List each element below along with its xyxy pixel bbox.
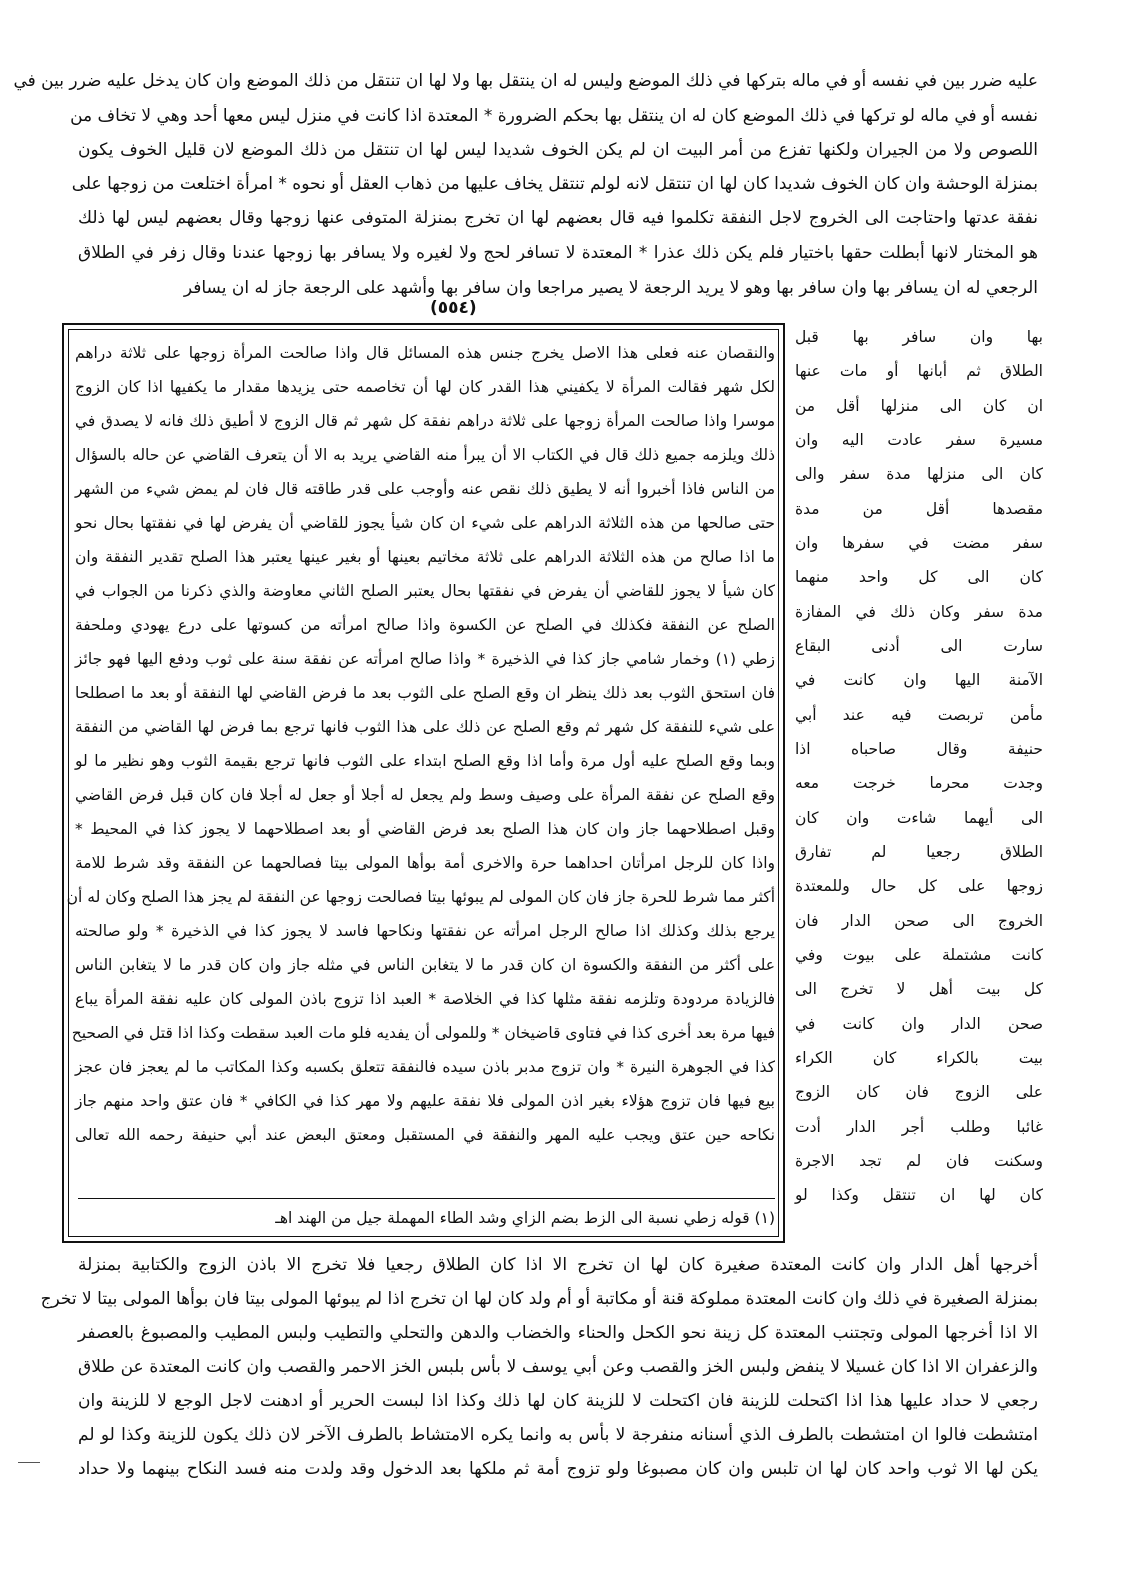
text-line: زطي (١) وخمار شامي جاز كذا في الذخيرة * واذا صالح امرأته عن نفقة سنة على ثوب ودفع اليها فهو جائز [75, 650, 775, 668]
text-line: مسيرة سفر عادت اليه وان [795, 431, 1043, 449]
text-line: الى أيهما شاءت وان كان [795, 809, 1043, 827]
text-line: من الناس فاذا أخبروا أنه لا يطيق ذلك نقص عنه وأوجب على قدر طاقته قال فان لم يمض شيء من الشهر [75, 480, 775, 498]
text-line: وقع الصلح عن نفقة المرأة على وصيف وسط ولم يجعل له أجلا أو جعل له أجلا فان كان قبل فرض القاضي [75, 786, 775, 804]
text-line: بمنزلة الوحشة وان كان الخوف شديدا كان لها ان تنتقل لانه لولم تنتقل يخاف عليها من ذهاب العقل أو نحوه * امرأة اختلعت من زوجها على [71, 174, 1038, 194]
text-line: الطلاق رجعيا لم تفارق [795, 843, 1043, 861]
text-line: وقبل اصطلاحهما جاز وان كان هذا الصلح بعد فرض القاضي أو بعد اصطلاحهما لا يجوز كذا في المحيط * [75, 820, 775, 838]
text-line: بمنزلة الصغيرة في ذلك وان كانت المعتدة مملوكة قنة أو مكاتبة أو أم ولد كان لها ان تخرج اذا لم يبوئها المولى بيتا فان بوأها المولى بيتا لا تخرج [40, 1289, 1038, 1309]
text-line: كان الى منزلها مدة سفر والى [795, 465, 1043, 483]
text-line: بيت بالكراء كان الكراء [795, 1049, 1043, 1067]
text-line: الصلح عن النفقة فكذلك في الصلح عن الكسوة واذا صالح امرأته من كسوتها على درع يهودي وملحفة [75, 616, 775, 634]
text-line: هو المختار لانها أبطلت حقها باختيار فلم يكن ذلك عذرا * المعتدة لا تسافر لحج ولا لغيره ولا يسافر بها زوجها عندنا وقال زفر في الطلاق [78, 243, 1038, 263]
text-line: اللصوص ولا من الجيران ولكنها تفزع من أمر البيت ان لم يكن الخوف شديدا ليس لها ان تنتقل من ذلك الموضع لان قليل الخوف يكون [78, 140, 1038, 160]
text-line: لكل شهر فقالت المرأة لا يكفيني هذا القدر كان لها أن تخاصمه حتى يزيدها مقدار ما يكفيها اذا كان الزوج [75, 378, 775, 396]
text-line: ذلك ويلزمه جميع ذلك قال في الكتاب الا أن يبرأ منه القاضي يريد به الا أن يتعرف القاضي عن حاله بالسؤال [75, 446, 775, 464]
text-line: كانت مشتملة على بيوت وفي [795, 946, 1043, 964]
text-line: فان استحق الثوب بعد ذلك ينظر ان وقع الصلح على الثوب بعد ما فرض القاضي لها النفقة أو بعد ما اصطلحا [75, 684, 775, 702]
page-number: (٥٥٤) [430, 298, 477, 318]
text-line: ما اذا صالح من هذه الثلاثة الدراهم على ثلاثة مخاتيم بعينها أو بغير عينها يعتبر هذا الصلح تقدير النفقة وان [75, 548, 775, 566]
text-line: نفقة عدتها واحتاجت الى الخروج لاجل النفقة تكلموا فيه قال بعضهم لها ان تخرج بمنزلة المتوفى عنها زوجها وقال بعضهم ليس لها ذلك [78, 208, 1038, 228]
text-line: والنقصان عنه فعلى هذا الاصل يخرج جنس هذه المسائل قال واذا صالحت المرأة زوجها على ثلاثة دراهم [75, 344, 775, 362]
text-line: فيها مرة بعد أخرى كذا في فتاوى قاضيخان * وللمولى أن يفديه فلو مات العبد سقطت وكذا اذا قتل في الصحيح [71, 1024, 775, 1042]
text-line: كذا في الجوهرة النيرة * وان تزوج مدبر باذن سيده فالنفقة تتعلق بكسبه وكذا المكاتب ما لم يعجز فان عجز [75, 1058, 775, 1076]
text-line: الخروج الى صحن الدار فان [795, 912, 1043, 930]
text-line: على أكثر من النفقة والكسوة ان كان قدر ما لا يتغابن الناس في مثله جاز وان كان قدر ما لا يتغابن الناس [75, 956, 775, 974]
text-line: الا اذا أخرجها المولى وتجتنب المعتدة كل زينة نحو الكحل والحناء والخضاب والدهن والتحلي والتطيب ولبس المطيب والمصبوغ بالعصفر [78, 1323, 1038, 1343]
text-line: على الزوج فان كان الزوج [795, 1083, 1043, 1101]
text-line: الطلاق ثم أبانها أو مات عنها [795, 362, 1043, 380]
text-line: نكاحه حين عتق ويجب عليه المهر والنفقة في المستقبل ومعتق البعض عند أبي حنيفة رحمه الله تعالى [75, 1126, 775, 1144]
text-line: بيع فيها فان تزوج هؤلاء بغير اذن المولى فلا نفقة عليهم ولا مهر كذا في الكافي * فان عتق واحد منهم جاز [75, 1092, 775, 1110]
text-line: كان شيأ لا يجوز للقاضي أن يفرض في نفقتها بحال يعتبر الصلح الثاني معاوضة والذي ذكرنا من الجواب في [75, 582, 775, 600]
text-line: أخرجها أهل الدار وان كانت المعتدة صغيرة كان لها ان تخرج الا اذا كان الطلاق رجعيا فلا تخرج الا باذن الزوج والكتابية بمنزلة [78, 1255, 1038, 1275]
text-line: حنيفة وقال صاحباه اذا [795, 740, 1043, 758]
text-line: حتى صالحها من هذه الثلاثة الدراهم على شيء ان كان شيأ يجوز للقاضي أن يفرض لها في نفقتها بحال نحو [75, 514, 775, 532]
text-line: وبما وقع الصلح عليه أول مرة وأما اذا وقع الصلح ابتداء على الثوب فانها ترجع بقيمة الثوب وهو نظير ما لو [75, 752, 775, 770]
text-line: يرجع بذلك وكذلك اذا صالح الرجل امرأته عن نفقتها ونكاحها فاسد لا يجوز كذا في الذخيرة * ولو صالحته [75, 922, 775, 940]
text-line: مأمن تربصت فيه عند أبي [795, 706, 1043, 724]
text-line: سفر مضت في سفرها وان [795, 534, 1043, 552]
text-line: الرجعي له ان يسافر بها وان سافر بها وهو لا يريد الرجعة لا يصير مراجعا وان سافر بها وأشهد على الرجعة جاز له ان يسافر [183, 278, 1038, 298]
text-line: زوجها على كل حال وللمعتدة [795, 877, 1043, 895]
text-line: ان كان الى منزلها أقل من [795, 397, 1043, 415]
text-line: غائبا وطلب أجر الدار أدت [795, 1118, 1043, 1136]
text-line: يكن لها الا ثوب واحد كان لها ان تلبس وان كان مصبوغا ولو تزوج أمة ثم ملكها بعد الدخول وقد ولدت منه فسد النكاح بينهما ولا حداد [78, 1459, 1038, 1479]
text-line: كان الى كل واحد منهما [795, 568, 1043, 586]
text-line: رجعي لا حداد عليها هذا اذا اكتحلت للزينة فان اكتحلت لا للزينة كان لها ذلك وكذا اذا لبست الحرير أو ادهنت لاجل الوجع لا للزينة وان [78, 1391, 1038, 1411]
text-line: بها وان سافر بها قبل [795, 328, 1043, 346]
text-line: امتشطت فالوا ان امتشطت بالطرف الذي أسنانه منفرجة لا بأس به وانما يكره الامتشاط بالطرف الآخر لان ذلك يكون للزينة وكذا لو لم [78, 1425, 1038, 1445]
text-line: فالزيادة مردودة وتلزمه نفقة مثلها كذا في الخلاصة * العبد اذا تزوج باذن المولى كان عليه نفقة المرأة يباع [75, 990, 775, 1008]
text-line: كان لها ان تنتقل وكذا لو [795, 1186, 1043, 1204]
text-line: وسكنت فان لم تجد الاجرة [795, 1152, 1043, 1170]
text-line: مقصدها أقل من مدة [795, 500, 1043, 518]
text-line: كل بيت أهل لا تخرج الى [795, 980, 1043, 998]
footnote: (١) قوله زطي نسبة الى الزط بضم الزاي وشد الطاء المهملة جيل من الهند اهـ [275, 1209, 775, 1227]
text-line: صحن الدار وان كانت في [795, 1015, 1043, 1033]
text-line: أكثر مما شرط للحرة جاز فان كان المولى لم يبوئها بيتا فصالحت زوجها عن النفقة لم يجز هذا الصلح وكان له أن [66, 888, 775, 906]
text-line: واذا كان للرجل امرأتان احداهما حرة والاخرى أمة بوأها المولى بيتا فصالحهما عن النفقة وقد شرط للامة [75, 854, 775, 872]
text-line: عليه ضرر بين في نفسه أو في ماله بتركها في ذلك الموضع وليس له ان ينتقل بها ولا لها ان تنتقل من ذلك الموضع وان كان يدخل عليه ضرر بين في [13, 71, 1038, 91]
text-line: وجدت محرما خرجت معه [795, 774, 1043, 792]
text-line: الآمنة اليها وان كانت في [795, 671, 1043, 689]
text-line: والزعفران الا اذا كان غسيلا لا ينفض ولبس الخز والقصب وعن أبي يوسف لا بأس بلبس الخز الاحمر والقصب وان كانت المعتدة عن طلاق [78, 1357, 1038, 1377]
margin-mark [18, 1462, 40, 1463]
text-line: على شيء للنفقة كل شهر ثم وقع الصلح عن ذلك على هذا الثوب فانها ترجع بما فرض لها القاضي من النفقة [75, 718, 775, 736]
text-line: سارت الى أدنى البقاع [795, 637, 1043, 655]
text-line: موسرا واذا صالحت المرأة زوجها على ثلاثة دراهم نفقة كل شهر ثم قال الزوج لا أطيق ذلك فانه لا يصدق في [75, 412, 775, 430]
text-line: نفسه أو في ماله لو تركها في ذلك الموضع كان له ان ينتقل بها بحكم الضرورة * المعتدة اذا كانت في منزل ليس معها أحد وهي لا تخاف من [70, 106, 1038, 126]
footnote-divider [78, 1198, 775, 1199]
text-line: مدة سفر وكان ذلك في المفازة [795, 603, 1043, 621]
